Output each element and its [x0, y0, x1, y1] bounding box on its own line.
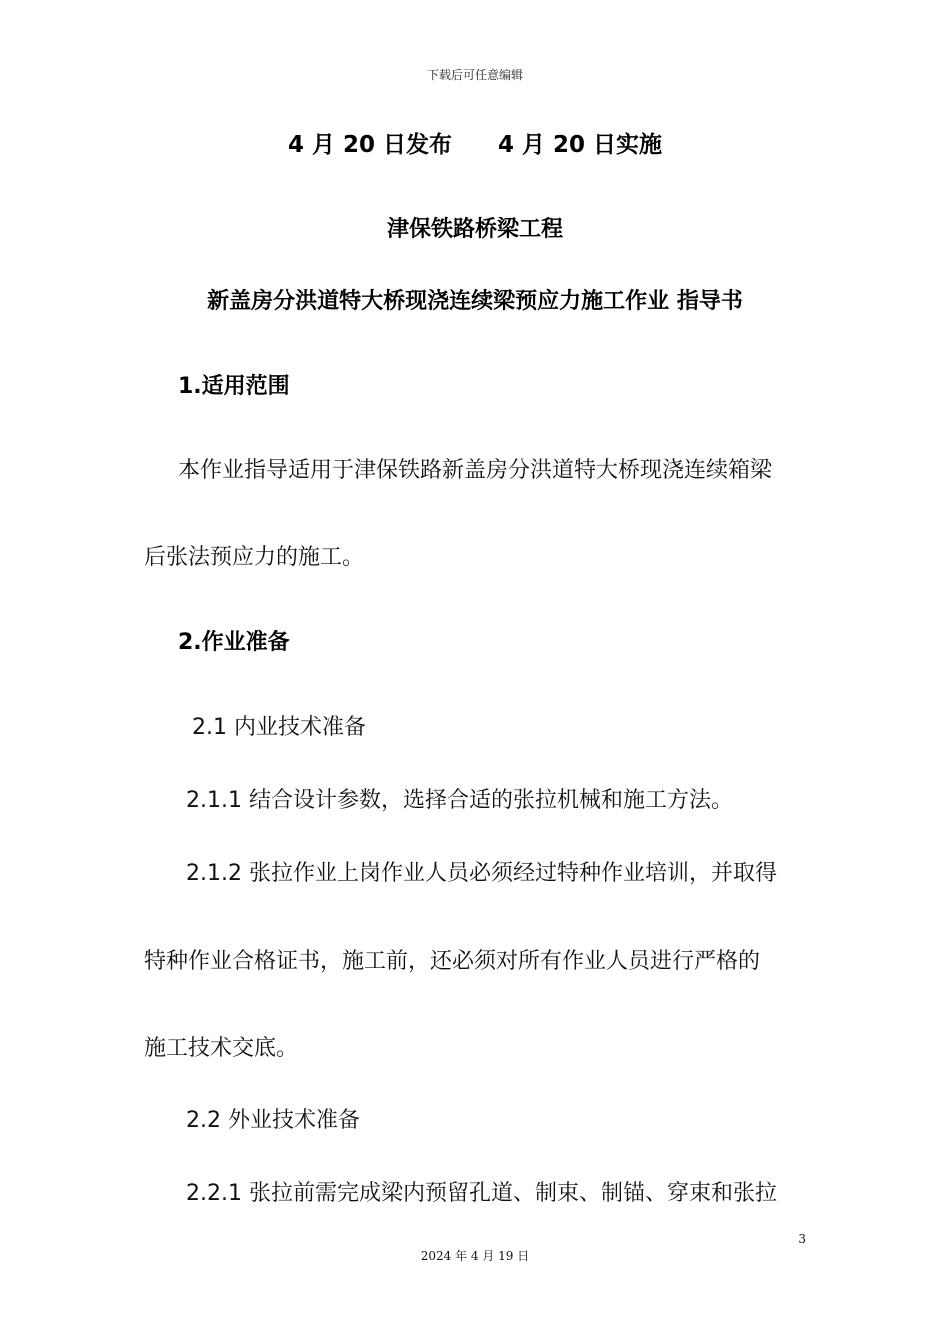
page-footer-date: 2024 年 4 月 19 日 — [420, 1249, 530, 1263]
page-number: 3 — [798, 1232, 806, 1246]
page-header-note: 下载后可任意编辑 — [426, 68, 523, 82]
subsection-2-2-heading: 2.2 外业技术准备 — [186, 1108, 360, 1133]
item-2-1-2-line-3: 施工技术交底。 — [144, 1036, 299, 1061]
item-2-1-2-line-2: 特种作业合格证书，施工前，还必须对所有作业人员进行严格的 — [144, 949, 761, 974]
item-2-1-2-line-1: 2.1.2 张拉作业上岗作业人员必须经过特种作业培训，并取得 — [186, 861, 777, 886]
document-title: 新盖房分洪道特大桥现浇连续梁预应力施工作业 指导书 — [207, 289, 743, 314]
item-2-1-1: 2.1.1 结合设计参数，选择合适的张拉机械和施工方法。 — [186, 788, 733, 813]
section-1-paragraph-line-1: 本作业指导适用于津保铁路新盖房分洪道特大桥现浇连续箱梁 — [178, 458, 773, 483]
dates-line: 4 月 20 日发布 4 月 20 日实施 — [287, 132, 663, 158]
section-1-paragraph-line-2: 后张法预应力的施工。 — [144, 545, 365, 570]
item-2-2-1-line-1: 2.2.1 张拉前需完成梁内预留孔道、制束、制锚、穿束和张拉 — [186, 1181, 777, 1206]
section-2-heading: 2.作业准备 — [178, 630, 290, 655]
section-1-heading: 1.适用范围 — [178, 374, 290, 399]
subsection-2-1-heading: 2.1 内业技术准备 — [192, 715, 366, 740]
project-title: 津保铁路桥梁工程 — [386, 217, 563, 242]
